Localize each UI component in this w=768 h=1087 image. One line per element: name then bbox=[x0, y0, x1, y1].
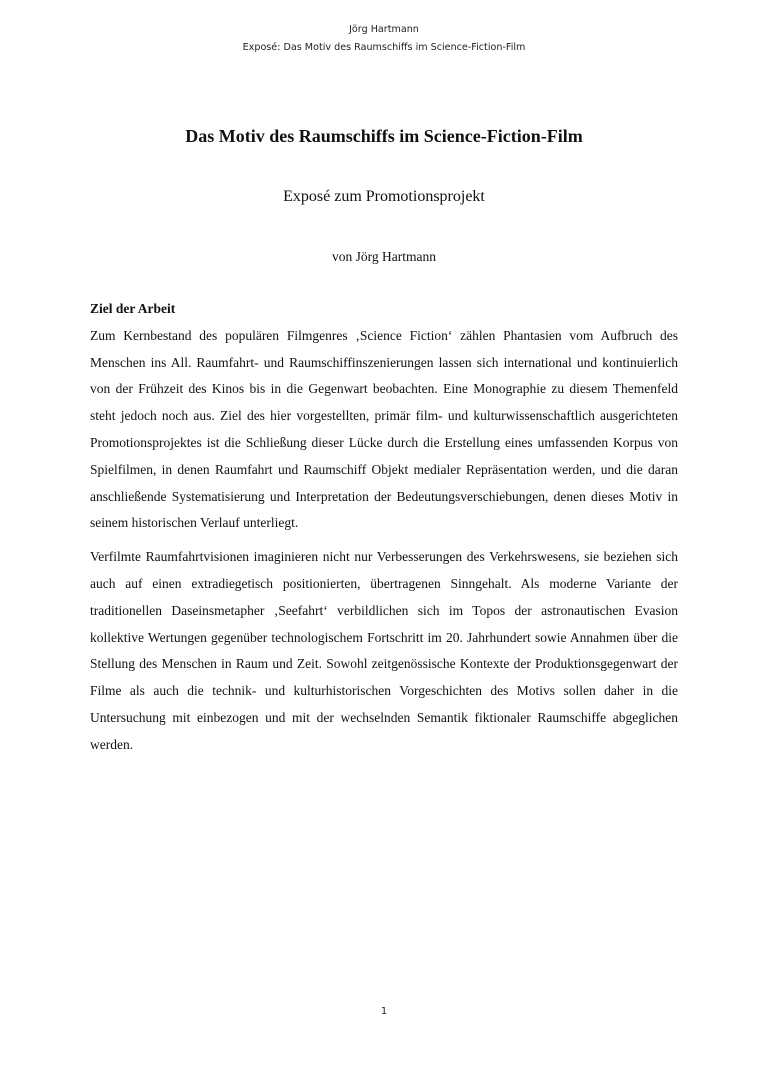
section-heading: Ziel der Arbeit bbox=[90, 301, 176, 316]
header-author: Jörg Hartmann bbox=[349, 24, 419, 35]
paragraph-1: Zum Kernbestand des populären Filmgenres ‚Science Fiction‘ zählen Phantasien vom Aufbruch des Menschen ins All. Raumfahrt- und Raumschiffinszenierungen lassen sich international und kontinuierlich von der Frühzeit des Kinos bis in die Gegenwart beobachten. Eine Monographie zu diesem Themenfeld steht jedoch noch aus. Ziel des hier vorgestellten, primär film- und kulturwissenschaftlich ausgerichteten Promotionsprojektes ist die Schließung dieser Lücke durch die Erstellung eines umfassenden Korpus von Spielfilmen, in denen Raumfahrt und Raumschiff Objekt medialer Repräsentation werden, und die daran anschließende Systematisierung und Interpretation der Bedeutungsverschiebungen, denen dieses Motiv in seinem historischen Verlauf unterliegt. bbox=[90, 327, 678, 531]
page-number: 1 bbox=[380, 1006, 388, 1017]
running-header bbox=[0, 21, 768, 57]
body-section bbox=[90, 296, 678, 759]
header-subtitle: Exposé: Das Motiv des Raumschiffs im Science-Fiction-Film bbox=[242, 42, 526, 53]
document-title: Das Motiv des Raumschiffs im Science-Fiction-Film bbox=[185, 126, 583, 146]
document-subtitle: Exposé zum Promotionsprojekt bbox=[283, 188, 485, 205]
paragraph-2: Verfilmte Raumfahrtvisionen imaginieren nicht nur Verbesserungen des Verkehrswesens, sie beziehen sich auch auf einen extradiegetisch positionierten, übertragenen Sinngehalt. Als moderne Variante der traditionellen Daseinsmetapher ‚Seefahrt‘ verbildlichen sich im Topos der astronautischen Evasion kollektive Wertungen gegenüber technologischem Fortschritt im 20. Jahrhundert sowie Annahmen über die Stellung des Menschen in Raum und Zeit. Sowohl zeitgenössische Kontexte der Produktionsgegenwart der Filme als auch die technik- und kulturhistorischen Vorgeschichten des Motivs sollen daher in die Untersuchung mit einbezogen und mit der wechselnden Semantik fiktionaler Raumschiffe abgeglichen werden. bbox=[90, 549, 678, 752]
document-byline: von Jörg Hartmann bbox=[332, 249, 436, 264]
